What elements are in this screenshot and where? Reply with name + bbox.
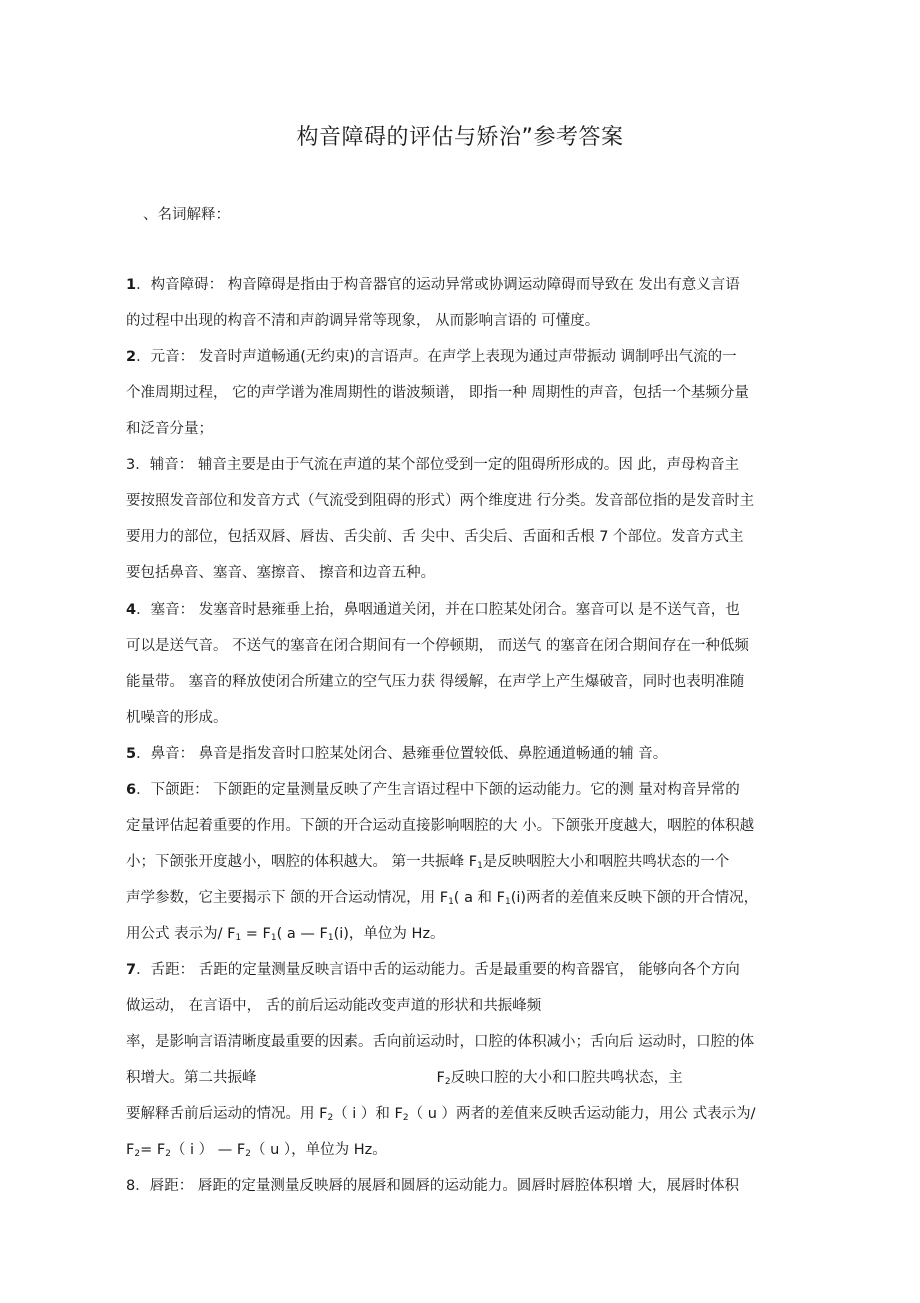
- item-1-line-2: 的过程中出现的构音不清和声韵调异常等现象， 从而影响言语的 可懂度。: [126, 313, 600, 329]
- item-5-line-1: 5．鼻音： 鼻音是指发音时口腔某处闭合、悬雍垂位置较低、鼻腔通道畅通的辅 音。: [126, 746, 668, 762]
- item-4-line-4: 机噪音的形成。: [126, 710, 228, 726]
- item-7-line-3: 率，是影响言语清晰度最重要的因素。舌向前运动时，口腔的体积减小；舌向后 运动时，口腔的体: [126, 1034, 755, 1050]
- item-8-line-1: 8．唇距： 唇距的定量测量反映唇的展唇和圆唇的运动能力。圆唇时唇腔体积增 大，展唇时体积: [126, 1178, 739, 1194]
- item-number: 7: [126, 962, 137, 978]
- item-6-line-1: 6．下颌距： 下颌距的定量测量反映了产生言语过程中下颌的运动能力。它的测 量对构音异常的: [126, 782, 740, 798]
- item-number: 8: [126, 1178, 136, 1194]
- item-2-line-3: 和泛音分量；: [126, 421, 213, 437]
- item-number: 3: [126, 457, 136, 473]
- item-4-line-2: 可以是送气音。 不送气的塞音在闭合期间有一个停顿期， 而送气 的塞音在闭合期间存在一种低频: [126, 638, 749, 654]
- item-number: 2: [126, 349, 137, 365]
- item-1-line-1: 1．构音障碍： 构音障碍是指由于构音器官的运动异常或协调运动障碍而导致在 发出有意义言语: [126, 277, 740, 293]
- item-6-line-4: 声学参数，它主要揭示下 颌的开合运动情况，用 $F_1$( a 和 $F_1(i)$两者的差值来反映下颌的开合情况，: [126, 890, 759, 907]
- item-3-line-1: 3．辅音： 辅音主要是由于气流在声道的某个部位受到一定的阻碍所形成的。因 此，声母构音主: [126, 457, 739, 473]
- item-6-line-3: 小；下颌张开度越小，咽腔的体积越大。 第一共振峰 $F_1$是反映咽腔大小和咽腔共鸣状态的一个: [126, 854, 730, 871]
- item-number: 4: [126, 602, 137, 618]
- item-7-line-2: 做运动， 在言语中， 舌的前后运动能改变声道的形状和共振峰频: [126, 998, 542, 1014]
- item-6-line-5: 用公式 表示为/ $F_1 = F_1$( a — $F_1(i)$，单位为 Hz。: [126, 926, 445, 943]
- page-title: 构音障碍的评估与矫治”参考答案: [296, 125, 624, 150]
- item-number: 6: [126, 782, 137, 798]
- item-number: 1: [126, 277, 137, 293]
- item-7-line-5: 要解释舌前后运动的情况。用 $F_2$（ i ）和 $F_2$（ u ）两者的差值来反映舌运动能力，用公 式表示为/: [126, 1106, 756, 1123]
- item-number: 5: [126, 746, 137, 762]
- item-6-line-2: 定量评估起着重要的作用。下颌的开合运动直接影响咽腔的大 小。下颌张开度越大，咽腔的体积越: [126, 818, 755, 834]
- section-heading: 、名词解释：: [143, 207, 230, 223]
- item-3-line-4: 要包括鼻音、塞音、塞擦音、 擦音和边音五种。: [126, 565, 436, 581]
- item-4-line-3: 能量带。 塞音的释放使闭合所建立的空气压力获 得缓解，在声学上产生爆破音，同时也表明准随: [126, 674, 745, 690]
- item-2-line-1: 2．元音： 发音时声道畅通(无约束)的言语声。在声学上表现为通过声带振动 调制呼出气流的一: [126, 349, 737, 365]
- item-3-line-3: 要用力的部位，包括双唇、唇齿、舌尖前、舌 尖中、舌尖后、舌面和舌根 7 个部位。发音方式主: [126, 529, 744, 545]
- item-3-line-2: 要按照发音部位和发音方式（气流受到阻碍的形式）两个维度进 行分类。发音部位指的是发音时主: [126, 493, 755, 509]
- item-2-line-2: 个准周期过程， 它的声学谱为准周期性的谐波频谱， 即指一种 周期性的声音，包括一个基频分量: [126, 385, 749, 401]
- item-4-line-1: 4．塞音： 发塞音时悬雍垂上抬，鼻咽通道关闭，并在口腔某处闭合。塞音可以 是不送气音，也: [126, 602, 740, 618]
- item-7-line-4: 积增大。第二共振峰 $F_2$反映口腔的大小和口腔共鸣状态，主: [126, 1070, 683, 1087]
- item-7-line-6: $F_2= F_2$（ i ） — $F_2$（ u ），单位为 Hz。: [126, 1142, 387, 1159]
- item-7-line-1: 7．舌距： 舌距的定量测量反映言语中舌的运动能力。舌是最重要的构音器官， 能够向各个方向: [126, 962, 740, 978]
